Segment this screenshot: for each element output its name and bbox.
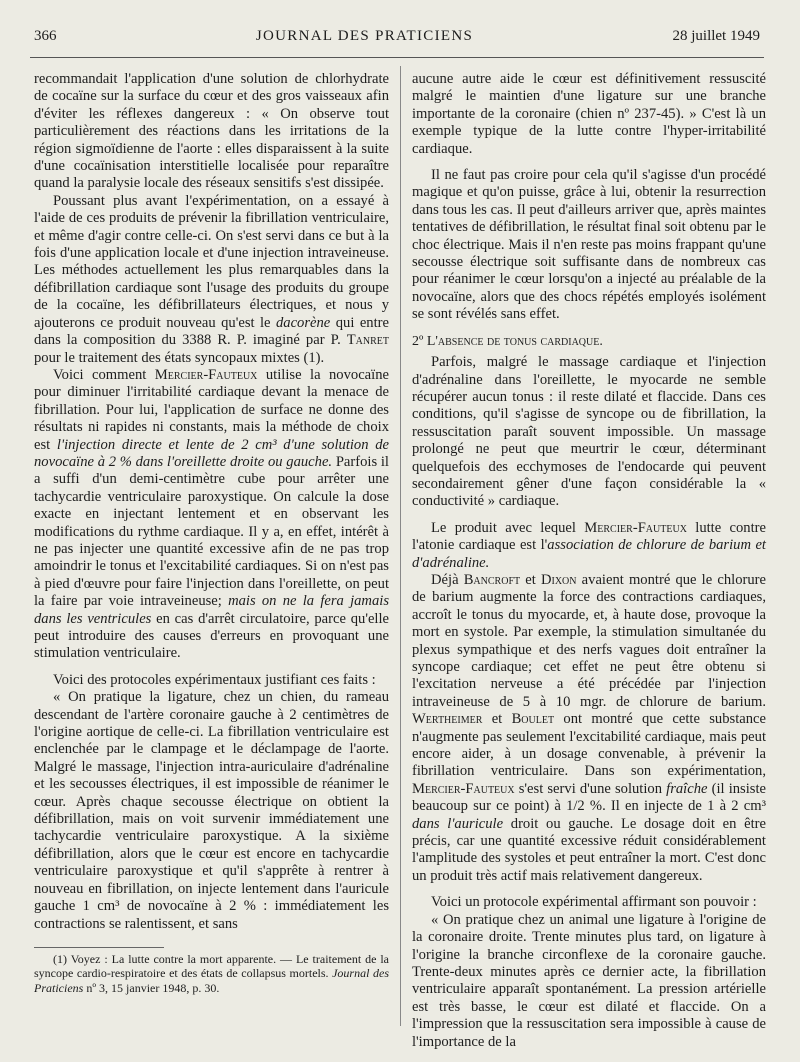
paragraph: « On pratique la ligature, chez un chien, du rameau descendant de l'artère coronaire gauche à 2 centimètres de l'origine aortique de celle-ci. La fibrillation ventriculaire est enclenchée par le clampage et le déclampage de l'aorte. Malgré le massage, l'injection intra-auriculaire d'adrénaline et les secousses électriques, il est impossible de réanimer le cœur. Après chaque secousse électrique on obtient la défibrillation, mais on voit survenir immédiatement une tachycardie ventriculaire paroxystique. A la sixième défibrillation, alors que le cœur est encore en tachycardie ventriculaire paroxystique et qu'il s'apprête à rentrer à nouveau en fibrillation, on injecte lentement dans l'auricule gauche 1 cm³ de novocaïne à 2 % : immédiatement les contractions se ralentissent, et sans [34,689,389,932]
header-rule [30,57,764,58]
running-header [34,28,760,50]
footnote: (1) Voyez : La lutte contre la mort apparente. — Le traitement de la syncope cardio-respiratoire et des états de collapsus mortels. Journal des Praticiens nº 3, 15 janvier 1948, p. 30. [34,951,390,995]
page-number: 366 [34,28,57,44]
footnote-rule [34,947,164,948]
paragraph: Déjà Bancroft et Dixon avaient montré que le chlorure de barium augmente la force des contractions cardiaques, accroît le tonus du myocarde, et, à haute dose, provoque la mort en systole. Par exemple, la stimulation simultanée du plexus sympathique et des nerfs vagues doit entraîner la syncope cardiaque; cet effet ne peut être obtenu si l'excitation nerveuse a été précédée par l'injection intraveineuse de 5 à 10 mgr. de chlorure de barium. Wertheimer et Boulet ont montré que cette substance n'augmente pas seulement l'excitabilité cardiaque, mais peut encore aider, à un dosage convenable, à prévenir la fibrillation ventriculaire. Dans son expérimentation, Mercier-Fauteux s'est servi d'une solution fraîche (il insiste beaucoup sur ce point) à 1/2 %. Il en injecte de 1 à 2 cm³ dans l'auricule droit ou gauche. Le dosage doit en être précis, car une quantité excessive réduit considérablement l'amplitude des systoles et peut entraîner la mort. C'est donc un produit très actif mais relativement dangereux. [412,571,766,884]
paragraph: Parfois, malgré le massage cardiaque et l'injection d'adrénaline dans l'oreillette, le myocarde ne semble récupérer aucun tonus : il reste dilaté et flaccide. Dans ces conditions, qu'il s'agisse de syncope ou de fibrillation, la ressuscitation paraît souvent impossible. Un massage prolongé ne peut que meurtrir le cœur, déterminant quelquefois des ecchymoses de l'endocarde qui peuvent secondairement gêner d'une façon considérable la « conductivité » cardiaque. [412,354,766,510]
paragraph: « On pratique chez un animal une ligature à l'origine de la coronaire droite. Trente minutes plus tard, on ligature à l'origine la branche circonflexe de la coronaire gauche. Trente-deux minutes après ce dernier acte, la fibrillation ventriculaire apparaît spontanément. La pression artérielle est très basse, le cœur est dilaté et flaccide. On a l'impression que la ressuscitation sera impossible à cause de l'importance de la [412,911,766,1050]
section-heading: 2º L'absence de tonus cardiaque. [412,333,603,349]
paragraph: aucune autre aide le cœur est définitivement ressuscité malgré le maintien d'une ligature sur une branche importante de la coronaire (chien nº 237-45). » C'est là un exemple typique de la lutte contre l'hyper-irritabilité cardiaque. [412,71,766,157]
right-column [412,71,766,1051]
column-divider [400,66,401,1026]
paragraph: Il ne faut pas croire pour cela qu'il s'agisse d'un procédé magique et qu'on puisse, grâce à lui, obtenir la resurrection dans tous les cas. Il peut d'ailleurs arriver que, après maintes tentatives de défibrillation, le résultat final soit obtenu par le choc électrique. Mais il n'en reste pas moins frappant qu'une secousse électrique soit suffisante dans de nombreux cas pour réanimer le cœur lorsqu'on a injecté au préalable de la novocaïne, alors que des chocs répétés employés isolément se sont révélés sans effet. [412,167,766,323]
paragraph: recommandait l'application d'une solution de chlorhydrate de cocaïne sur la surface du cœur et des gros vaisseaux afin d'éviter les réflexes dangereux : « On observe tout particulièrement des réactions dans les irritations de la région sigmoïdienne de l'aorte : elles disparaissent à la suite d'une cocaïnisation interstitielle localisée pour reparaître quand la paralysie locale des réseaux sensitifs s'est dissipée. [34,71,389,192]
left-column [34,71,389,995]
paragraph: Voici comment Mercier-Fauteux utilise la novocaïne pour diminuer l'irritabilité cardiaque devant la menace de fibrillation. Pour lui, l'application de surface ne donne des résultats ni rapides ni constants, mais la méthode de choix est l'injection directe et lente de 2 cm³ d'une solution de novocaïne à 2 % dans l'oreillette droite ou gauche. Parfois il a suffi d'un demi-centimètre cube pour arrêter une tachycardie ventriculaire paroxystique. On calcule la dose exacte en injectant lentement et en observant les modifications du rythme cardiaque. Il y a, en effet, intérêt à ne pas injecter une quantité excessive afin de ne pas trop amoindrir le tonus et l'excitabilité cardiaques. Si on n'est pas à pied d'œuvre pour faire l'injection dans l'oreillette, on peut la faire par voie intraveineuse; mais on ne la fera jamais dans les ventricules en cas d'arrêt circulatoire, parce qu'elle peut introduire des causes d'erreurs en provoquant une stimulation ventriculaire. [34,366,390,662]
paragraph: Le produit avec lequel Mercier-Fauteux lutte contre l'atonie cardiaque est l'association de chlorure de barium et d'adrénaline. [412,519,767,571]
journal-title: JOURNAL DES PRATICIENS [255,28,474,44]
paragraph: Voici un protocole expérimental affirmant son pouvoir : [431,894,757,911]
issue-date: 28 juillet 1949 [672,28,760,44]
paragraph: Poussant plus avant l'expérimentation, on a essayé à l'aide de ces produits de prévenir la fibrillation ventriculaire, et même d'agir contre celle-ci. On s'est servi dans ce but à la fois d'une application locale et d'une injection intraveineuse. Les méthodes actuellement les plus remarquables dans la défibrillation cardiaque sont l'usage des produits du groupe de la cocaïne, les défibrillateurs électriques, et nous y ajouterons ce produit nouveau qu'est le dacorène qui entre dans la composition du 3388 R. P. imaginé par P. Tanret pour le traitement des états syncopaux mixtes (1). [34,192,389,366]
paragraph: Voici des protocoles expérimentaux justifiant ces faits : [53,671,376,688]
